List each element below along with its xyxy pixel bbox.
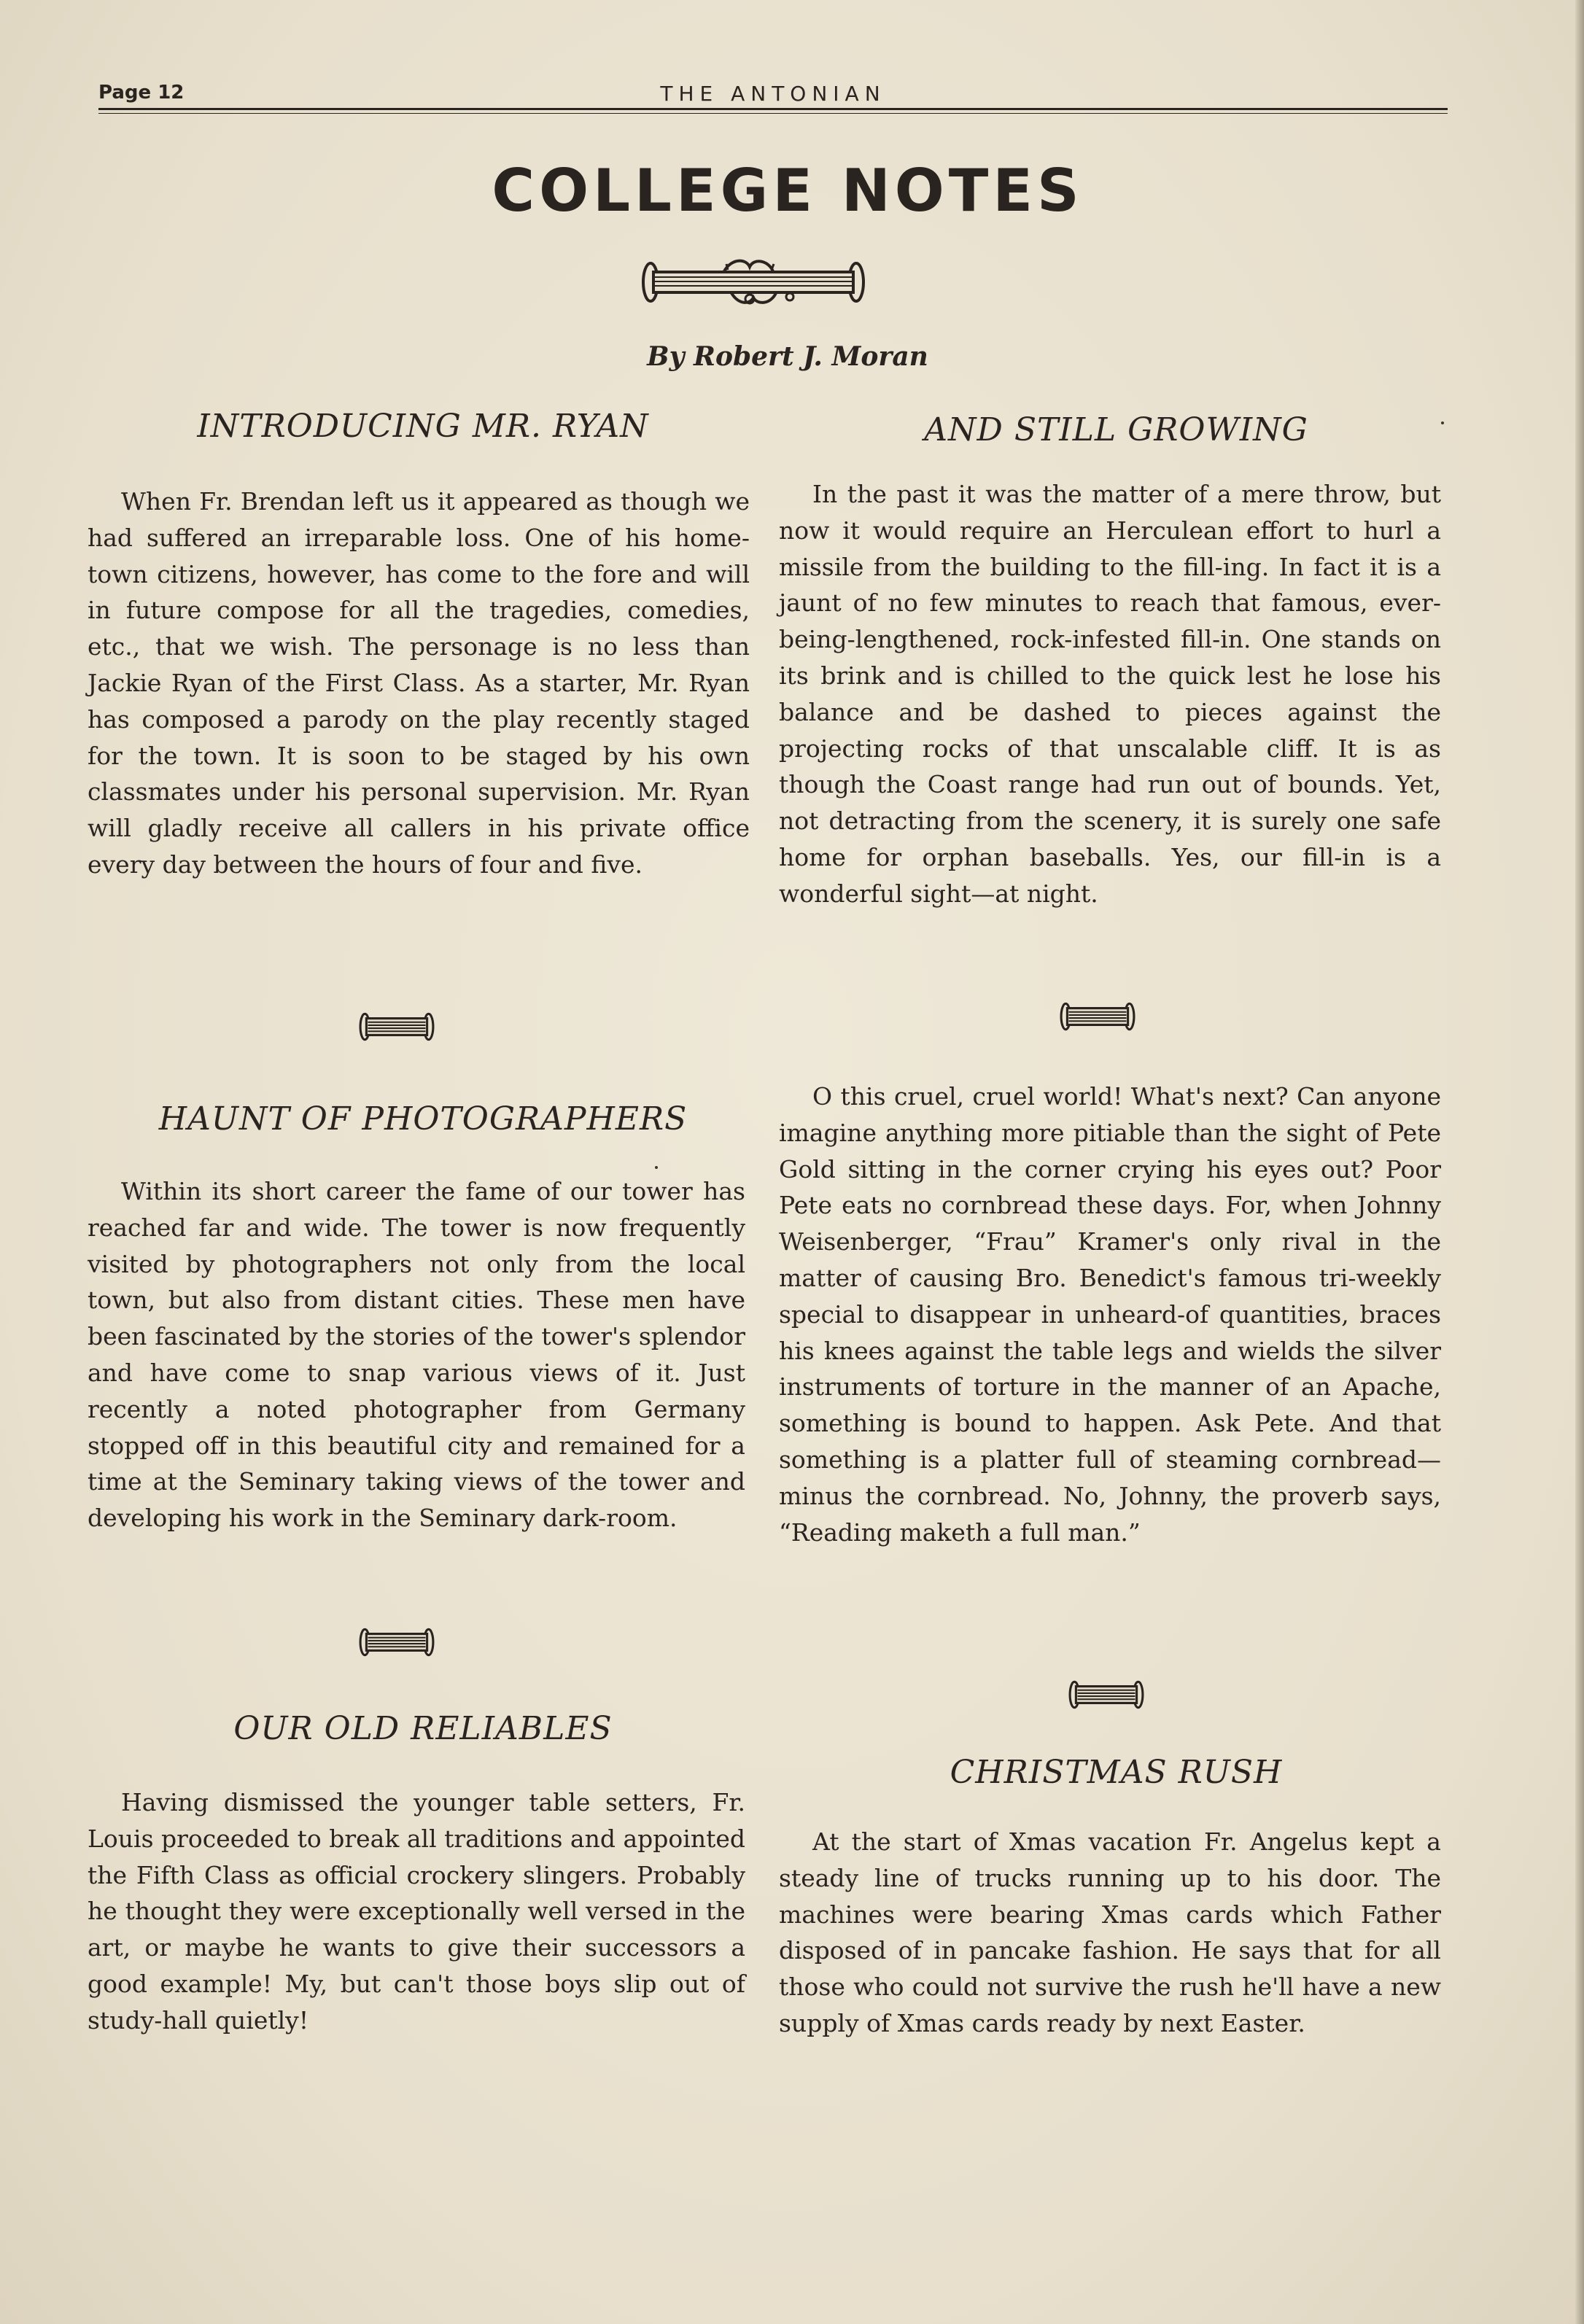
- print-speck: [655, 1166, 658, 1169]
- scroll-ornament-icon: [1068, 1678, 1144, 1711]
- scroll-ornament-icon: [359, 1010, 435, 1044]
- section-heading-haunt: HAUNT OF PHOTOGRAPHERS: [158, 1100, 688, 1138]
- page-edge-shadow: [1575, 0, 1584, 2324]
- publication-name: THE ANTONIAN: [660, 82, 886, 106]
- section-body-reliables: Having dismissed the younger table setters, Fr. Louis proceeded to break all traditions and appointed the Fifth Class as official crockery slingers. Probably he thought they were exceptionally well versed in the art, or maybe he wants to give their successors a good example! My, but can't those boys slip out of study-hall quietly!: [88, 1788, 745, 2035]
- running-header: [98, 82, 1448, 114]
- section-body-haunt: Within its short career the fame of our tower has reached far and wide. The tower is now frequently visited by photographers not only from the local town, but also from distant cities. These men have been fascinated by the stories of the tower's splendor and have come to snap various views of it. Just recently a noted photographer from Germany stopped off in this beautiful city and remained for a time at the Seminary taking views of the tower and developing his work in the Seminary dark-room.: [88, 1177, 745, 1533]
- print-speck: [1441, 421, 1444, 424]
- section-body-cornbread: O this cruel, cruel world! What's next? Can anyone imagine anything more pitiable than the sight of Pete Gold sitting in the corner crying his eyes out? Poor Pete eats no cornbread these days. For, when Johnny Weisenberger, “Frau” Kramer's only rival in the matter of causing Bro. Benedict's famous tri-weekly special to disappear in unheard-of quantities, braces his knees against the table legs and wields the silver instruments of torture in the manner of an Apache, something is bound to happen. Ask Pete. And that something is a platter full of steaming cornbread—minus the cornbread. No, Johnny, the proverb says, “Reading maketh a full man.”: [779, 1082, 1441, 1547]
- section-heading-reliables: OUR OLD RELIABLES: [233, 1710, 613, 1747]
- section-heading-christmas: CHRISTMAS RUSH: [950, 1754, 1283, 1791]
- section-body-growing: In the past it was the matter of a mere throw, but now it would require an Herculean effort to hurl a missile from the building to the fill-ing. In fact it is a jaunt of no few minutes to reach that famous, ever-being-lengthened, rock-infested fill-in. One stands on its brink and is chilled to the quick lest he lose his balance and be dashed to pieces against the projecting rocks of that unscalable cliff. It is as though the Coast range had run out of bounds. Yet, not detracting from the scenery, it is surely one safe home for orphan baseballs. Yes, our fill-in is a wonderful sight—at night.: [779, 480, 1441, 908]
- header-rule-thin: [98, 113, 1448, 114]
- page-number: Page 12: [98, 82, 185, 104]
- section-heading-growing: AND STILL GROWING: [924, 411, 1308, 448]
- scroll-ornament-icon: [640, 257, 866, 308]
- byline: By Robert J. Moran: [647, 341, 928, 372]
- section-body-christmas: At the start of Xmas vacation Fr. Angelus kept a steady line of trucks running up to his door. The machines were bearing Xmas cards which Father disposed of in pancake fashion. He says that for all those who could not survive the rush he'll have a new supply of Xmas cards ready by next Easter.: [779, 1827, 1441, 2037]
- page-title: COLLEGE NOTES: [492, 157, 1084, 225]
- section-heading-introducing: INTRODUCING MR. RYAN: [197, 408, 649, 445]
- section-body-introducing: When Fr. Brendan left us it appeared as though we had suffered an irreparable loss. One of his home-town citizens, however, has come to the fore and will in future compose for all the tragedies, comedies, etc., that we wish. The personage is no less than Jackie Ryan of the First Class. As a starter, Mr. Ryan has composed a parody on the play recently staged for the town. It is soon to be staged by his own classmates under his personal supervision. Mr. Ryan will gladly receive all callers in his private office every day between the hours of four and five.: [88, 487, 750, 879]
- scroll-ornament-icon: [1060, 1000, 1135, 1033]
- header-rule-thick: [98, 108, 1448, 110]
- scroll-ornament-icon: [359, 1625, 435, 1659]
